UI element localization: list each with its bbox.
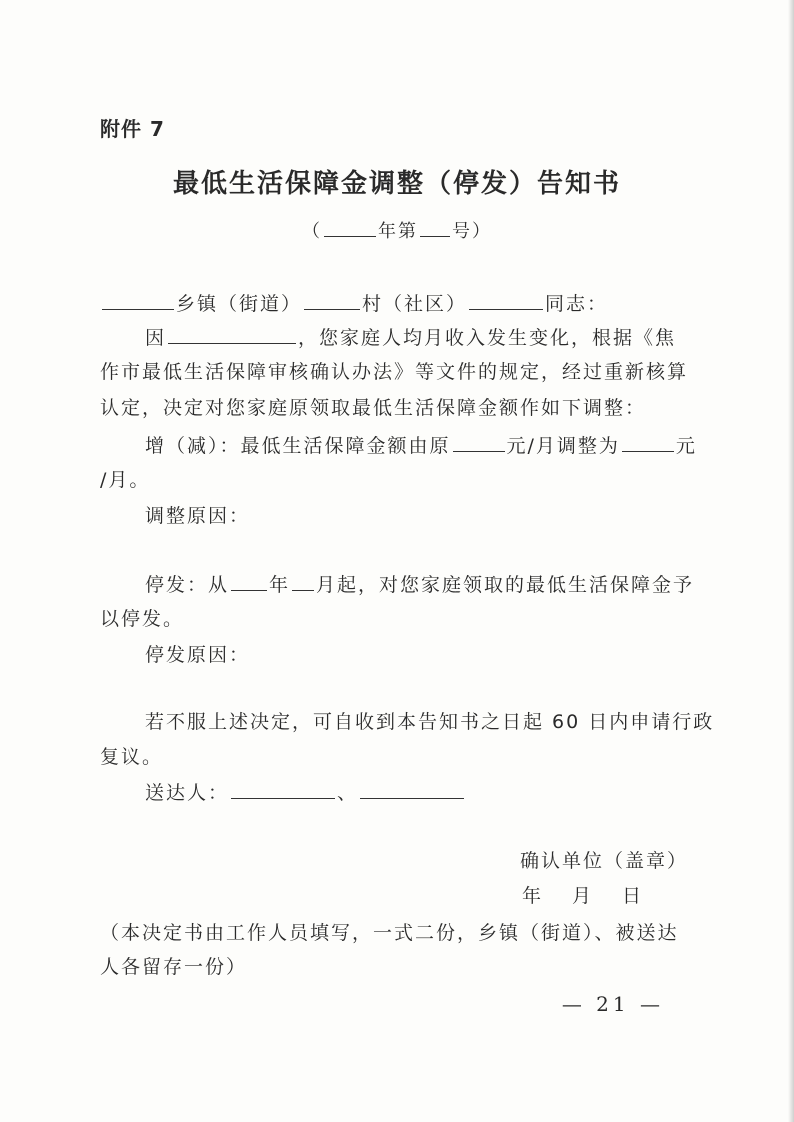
appeal-line-2: 复议。 <box>100 746 164 768</box>
adjust-prefix: 增（减）：最低生活保障金额由原 <box>145 435 451 457</box>
stop-year-blank <box>231 570 267 591</box>
intro-line1-text: ，您家庭人均月收入发生变化，根据《焦 <box>298 327 677 349</box>
intro-line-2: 作市最低生活保障审核确认办法》等文件的规定，经过重新核算 <box>100 361 689 383</box>
village-label: 村（社区） <box>362 293 468 315</box>
scan-edge <box>788 0 794 1122</box>
year-blank <box>324 216 376 237</box>
note-line-1: （本决定书由工作人员填写，一式二份，乡镇（街道）、被送达 <box>100 922 679 944</box>
because-label: 因 <box>145 327 167 349</box>
note-line-2: 人各留存一份） <box>100 956 248 978</box>
adjust-suffix: 元 <box>675 435 697 457</box>
township-label: 乡镇（街道） <box>176 293 303 315</box>
deliverer-1-blank <box>231 778 335 799</box>
adjust-reason-label: 调整原因： <box>145 505 251 527</box>
adjust-mid: 元/月调整为 <box>506 435 620 457</box>
village-blank <box>304 289 360 310</box>
number-blank <box>420 216 450 237</box>
document-title: 最低生活保障金调整（停发）告知书 <box>172 169 621 199</box>
delivery-label: 送达人： <box>145 782 230 804</box>
stop-reason-label: 停发原因： <box>145 644 251 666</box>
deliverer-2-blank <box>360 778 464 799</box>
number-suffix: 号） <box>452 221 492 242</box>
new-amount-blank <box>622 431 674 452</box>
intro-line-1 <box>145 323 676 352</box>
addressee-line <box>100 289 608 318</box>
adjust-line-2: /月。 <box>100 469 151 491</box>
intro-line-3: 认定，决定对您家庭原领取最低生活保障金额作如下调整： <box>100 397 647 419</box>
number-year-suffix: 年第 <box>378 221 418 242</box>
stop-month-blank <box>292 570 314 591</box>
stop-line-1 <box>145 570 694 599</box>
reason-blank <box>168 323 296 344</box>
appeal-line-1: 若不服上述决定，可自收到本告知书之日起 60 日内申请行政 <box>145 711 715 733</box>
delivery-separator: 、 <box>337 782 359 804</box>
township-blank <box>102 289 174 310</box>
page-number: — 21 — <box>561 992 664 1016</box>
original-amount-blank <box>453 431 505 452</box>
comrade-label: 同志： <box>545 293 609 315</box>
stop-year: 年 <box>269 574 291 596</box>
stop-month-text: 月起，对您家庭领取的最低生活保障金予 <box>316 574 695 596</box>
number-open: （ <box>302 221 322 242</box>
adjust-line-1 <box>145 431 697 460</box>
document-number <box>0 216 794 246</box>
delivery-line <box>145 778 466 807</box>
stop-prefix: 停发：从 <box>145 574 230 596</box>
seal-unit: 确认单位（盖章） <box>520 850 689 872</box>
seal-date: 年 月 日 <box>522 885 648 907</box>
name-blank <box>469 289 543 310</box>
stop-line-2: 以停发。 <box>100 608 185 630</box>
attachment-label: 附件 7 <box>100 117 165 141</box>
